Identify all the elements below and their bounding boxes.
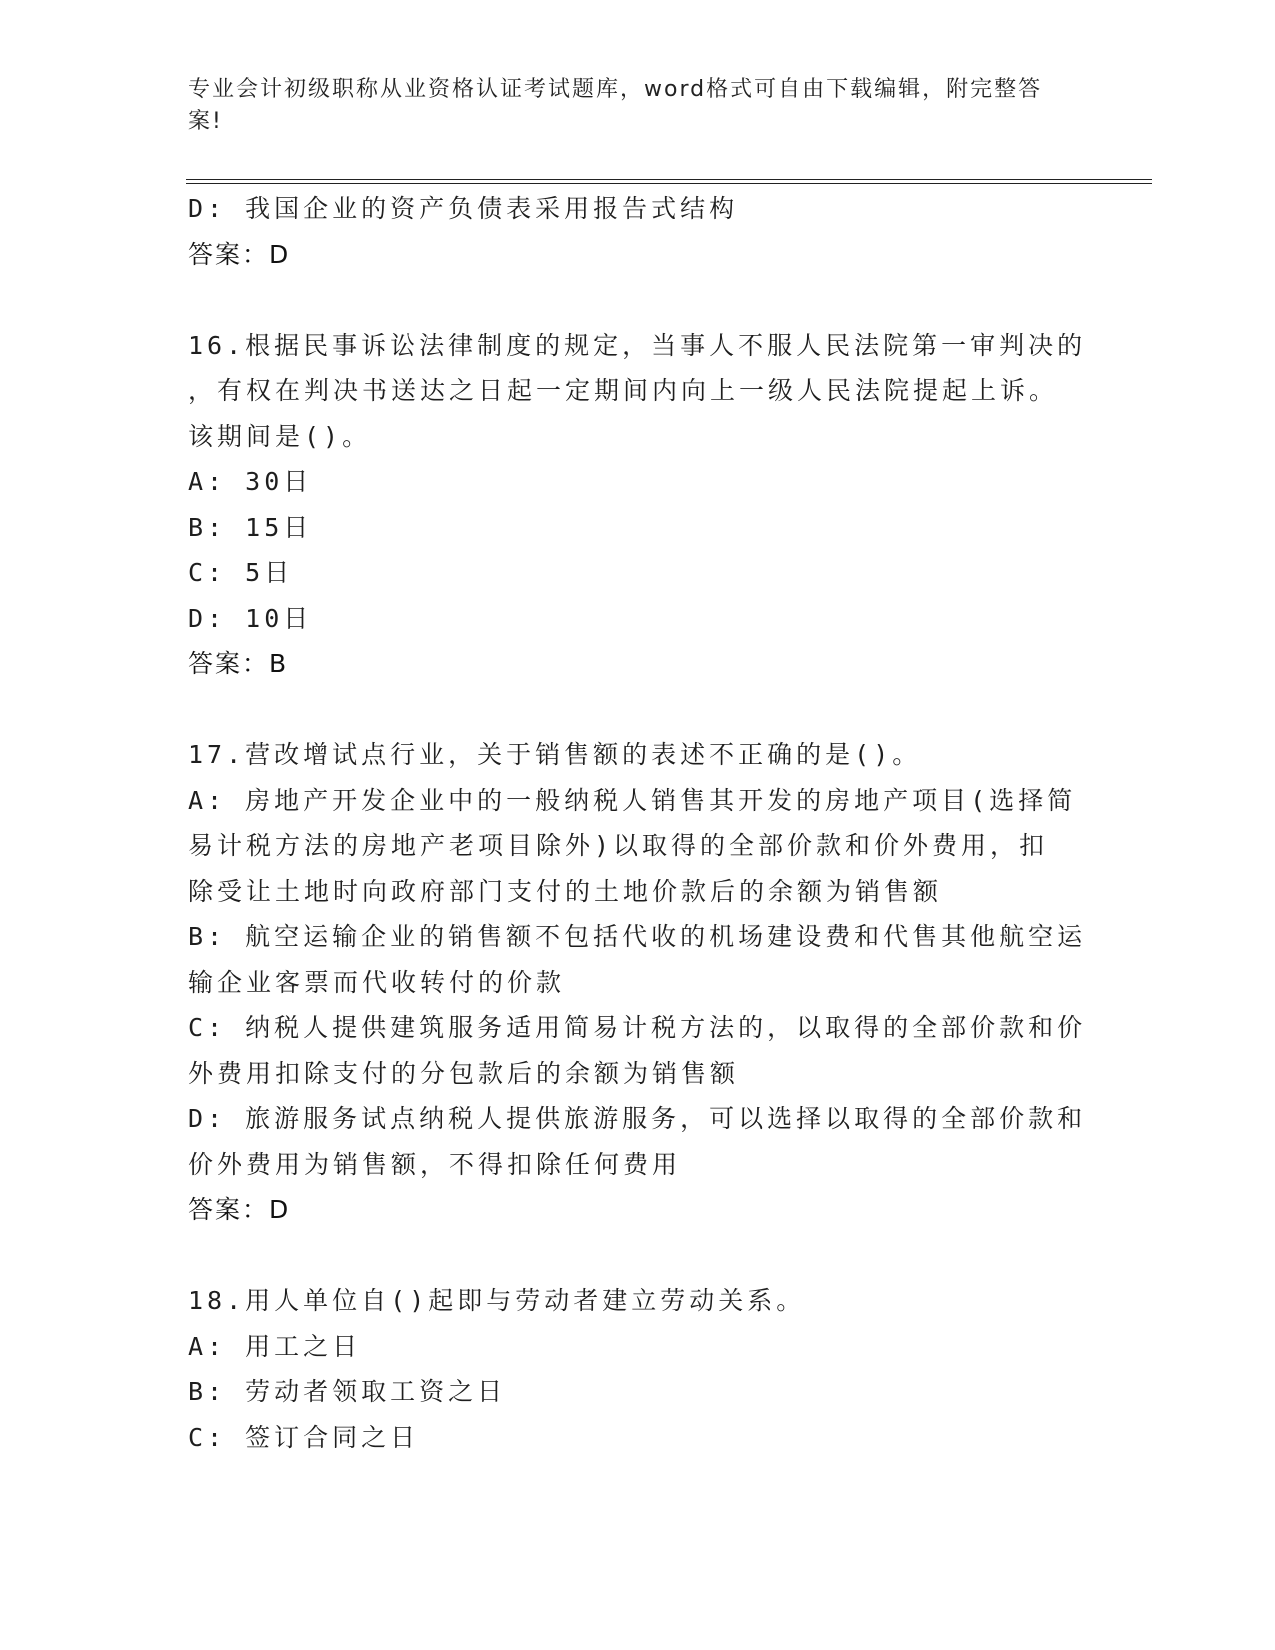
q18-option-a: A: 用工之日 [188,1331,362,1361]
q16-option-b: B: 15日 [188,512,313,542]
spacer [188,277,1088,323]
q16-stem-line-3: 该期间是()。 [188,421,372,451]
q18-stem: 18.用人单位自()起即与劳动者建立劳动关系。 [188,1286,806,1315]
q17-option-d-line-1: D: 旅游服务试点纳税人提供旅游服务，可以选择以取得的全部价款和 [188,1104,1087,1133]
q16-answer: 答案：B [188,649,289,678]
header-rule-bottom [186,183,1152,184]
q17-option-c-line-2: 外费用扣除支付的分包款后的余额为销售额 [188,1058,740,1088]
header-rule-top [186,179,1152,180]
q16-option-c: C: 5日 [188,558,294,587]
q16-option-a: A: 30日 [188,467,313,496]
question-content [188,186,1088,1460]
q18-option-b: B: 劳动者领取工资之日 [188,1377,507,1406]
q17-stem: 17.营改增试点行业，关于销售额的表述不正确的是()。 [188,740,922,769]
q16-stem-line-1: 16.根据民事诉讼法律制度的规定，当事人不服人民法院第一审判决的 [188,330,1087,360]
q17-option-a-line-2: 易计税方法的房地产老项目除外)以取得的全部价款和价外费用，扣 [188,831,1049,860]
q16-stem-line-2: ，有权在判决书送达之日起一定期间内向上一级人民法院提起上诉。 [188,376,1059,405]
question-18 [188,1278,1088,1460]
q17-option-a-line-3: 除受让土地时向政府部门支付的土地价款后的余额为销售额 [188,876,943,906]
q18-option-c: C: 签订合同之日 [188,1422,420,1452]
q17-option-d-line-2: 价外费用为销售额，不得扣除任何费用 [188,1149,682,1179]
page-header: 专业会计初级职称从业资格认证考试题库，word格式可自由下载编辑，附完整答案! [188,77,1043,134]
q16-option-d: D: 10日 [188,603,313,633]
q17-option-c-line-1: C: 纳税人提供建筑服务适用简易计税方法的，以取得的全部价款和价 [188,1013,1087,1042]
spacer [188,1233,1088,1279]
question-16 [188,323,1088,687]
q17-answer: 答案：D [188,1195,291,1224]
q17-option-a-line-1: A: 房地产开发企业中的一般纳税人销售其开发的房地产项目(选择简 [188,785,1077,815]
q15-option-d: D: 我国企业的资产负债表采用报告式结构 [188,194,739,223]
spacer [188,687,1088,733]
q17-option-b-line-2: 输企业客票而代收转付的价款 [188,967,566,997]
question-17 [188,732,1088,1233]
q17-option-b-line-1: B: 航空运输企业的销售额不包括代收的机场建设费和代售其他航空运 [188,922,1087,951]
q15-answer: 答案：D [188,239,291,269]
